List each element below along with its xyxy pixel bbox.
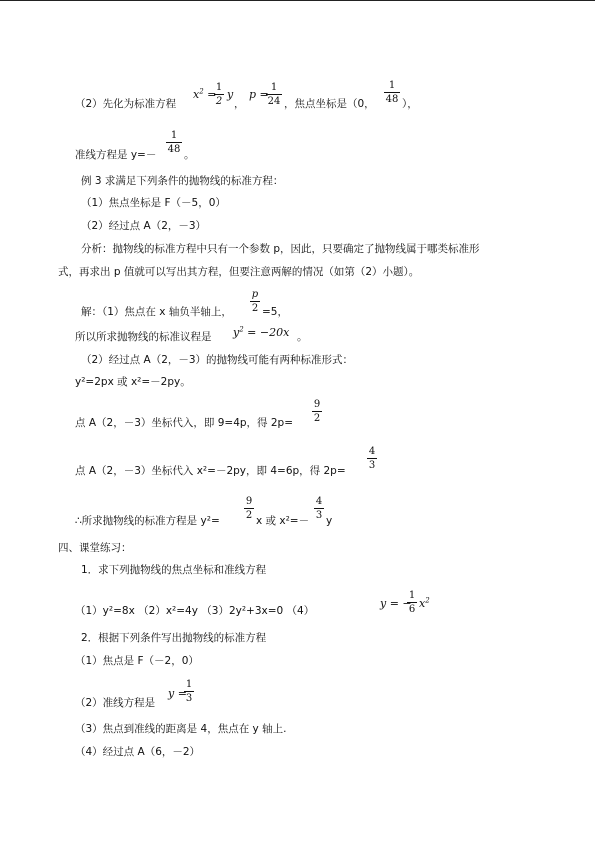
l1-focus: ，焦点坐标是（0， (284, 98, 375, 110)
frac-one-48-b: 1 48 (167, 130, 181, 155)
ex3-item-2: （2）经过点 A（2，－3） (81, 220, 207, 232)
exercise-2: 2．根据下列条件写出抛物线的标准方程 (81, 632, 267, 644)
exercise-1-eq-x: $x^2$ (419, 596, 430, 610)
l2-text: 准线方程是 y=－ (75, 149, 157, 161)
exercise-1: 1．求下列抛物线的焦点坐标和准线方程 (81, 564, 267, 576)
analysis-line-1: 分析：抛物线的标准方程中只有一个参数 p，因此，只要确定了抛物线属于哪类标准形 (81, 243, 480, 255)
frac-four-thirds-b: 4 3 (315, 496, 323, 521)
sol-line-7-b: x 或 x²=－ (256, 515, 310, 527)
l1-eq-lhs: $x^2$ = (193, 87, 217, 101)
sol-line-1: 解：（1）焦点在 x 轴负半轴上， (81, 306, 232, 318)
l1-comma: ， (234, 98, 245, 110)
sol-line-2: 所以所求抛物线的标准议程是 (75, 331, 212, 343)
section-4-heading: 四、课堂练习： (58, 542, 132, 554)
exercise-2-item-2: （2）准线方程是 (75, 697, 156, 709)
ex3-item-1: （1）焦点坐标是 F（－5，0） (81, 197, 226, 209)
frac-one-sixth: 1 6 (408, 590, 416, 615)
exercise-2-item-4: （4）经过点 A（6，－2） (75, 746, 201, 758)
analysis-line-2: 式，再求出 p 值就可以写出其方程，但要注意两解的情况（如第（2）小题）。 (58, 266, 420, 278)
exercise-2-item-1: （1）焦点是 F（－2，0） (75, 655, 199, 667)
sol-line-6: 点 A（2，－3）坐标代入 x²=－2py，即 4=6p，得 2p= (75, 465, 346, 477)
exercise-1-eq: y = − (380, 597, 412, 610)
sol-line-3: （2）经过点 A（2，－3）的抛物线可能有两种标准形式： (81, 354, 354, 366)
exercise-2-item-2-eq: y = (168, 687, 187, 700)
exercise-2-item-3: （3）焦点到准线的距离是 4，焦点在 y 轴上. (75, 723, 287, 735)
frac-one-third: 1 3 (185, 679, 193, 704)
sol-line-7: ∴所求抛物线的标准方程是 y²= (75, 515, 220, 527)
frac-nine-halves-b: 9 2 (245, 496, 253, 521)
sol-line-5: 点 A（2，－3）坐标代入，即 9=4p，得 2p= (75, 417, 294, 429)
l1-p: p = (249, 88, 269, 101)
page-top-rule (0, 0, 595, 1)
sol-line-7-c: y (326, 515, 333, 527)
sol-line-4: y²=2px 或 x²=－2py。 (75, 376, 191, 388)
l2-end: 。 (184, 149, 195, 161)
l1-eq-var: y (227, 88, 234, 101)
frac-nine-halves: 9 2 (313, 399, 321, 424)
frac-one-24: 1 24 (267, 82, 281, 107)
frac-p-over-2: p 2 (251, 289, 259, 314)
frac-four-thirds: 4 3 (368, 446, 376, 471)
sol-line-1-end: =5， (262, 306, 288, 318)
ex3-title: 例 3 求满足下列条件的抛物线的标准方程： (81, 175, 284, 187)
l1-end: ）， (402, 98, 418, 110)
l1-text: （2）先化为标准方程 (75, 98, 177, 110)
frac-one-half: 1 2 (215, 82, 223, 107)
exercise-1-items: （1）y²=8x （2）x²=4y （3）2y²+3x=0 （4） (75, 605, 315, 617)
sol-line-2-end: 。 (297, 331, 308, 343)
frac-one-48: 1 48 (385, 80, 399, 105)
sol-line-2-eq: $y^2 = -20x$ (233, 325, 290, 339)
